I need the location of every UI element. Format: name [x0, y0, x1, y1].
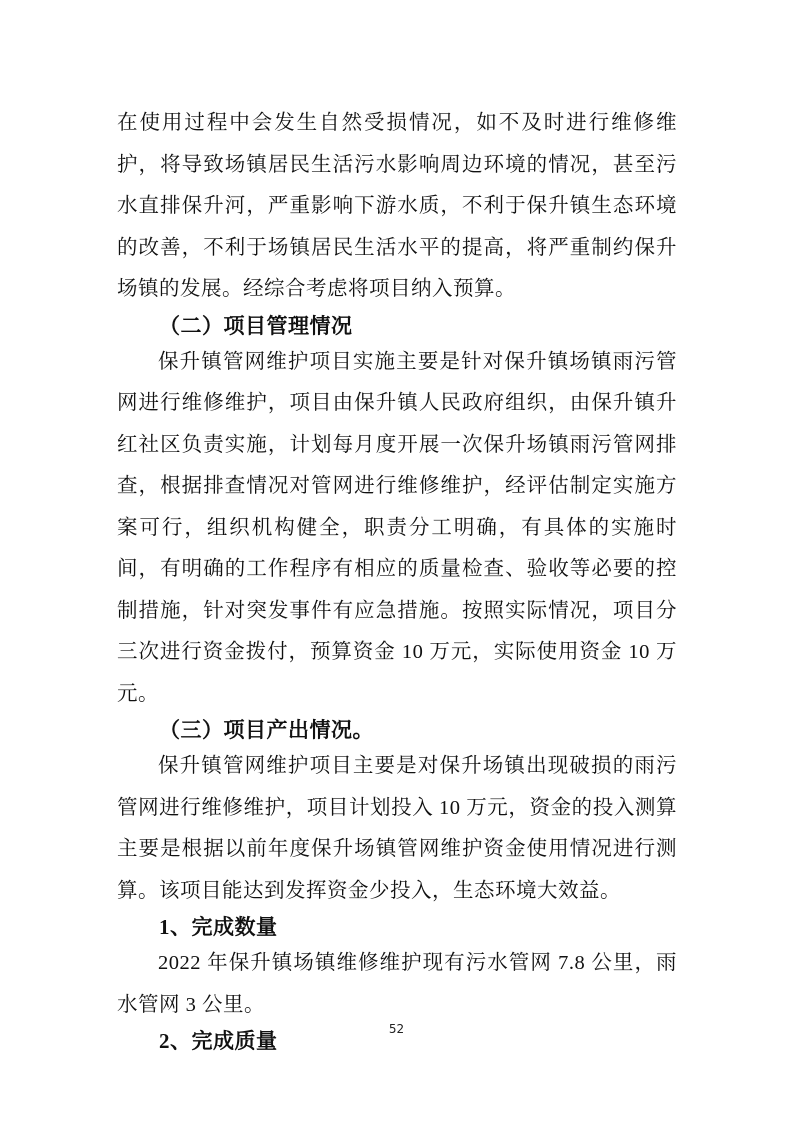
paragraph-completed-quantity: 2022 年保升镇场镇维修维护现有污水管网 7.8 公里，雨水管网 3 公里。 — [117, 952, 677, 1016]
page-number: 52 — [388, 1022, 405, 1036]
heading-project-management: （二）项目管理情况 — [159, 313, 353, 338]
document-body — [117, 103, 677, 1057]
paragraph-project-necessity: 在使用过程中会发生自然受损情况，如不及时进行维修维护，将导致场镇居民生活污水影响周边环境的情况，甚至污水直排保升河，严重影响下游水质，不利于保升镇生态环境的改善，不利于场镇居民生活水平的提高，将严重制约保升场镇的发展。经综合考虑将项目纳入预算。 — [117, 112, 677, 300]
heading-completed-quantity: 1、完成数量 — [159, 915, 278, 939]
heading-completed-quality: 2、完成质量 — [159, 1029, 278, 1053]
heading-project-output: （三）项目产出情况。 — [159, 718, 374, 742]
paragraph-project-output: 保升镇管网维护项目主要是对保升场镇出现破损的雨污管网进行维修维护，项目计划投入 10 万元，资金的投入测算主要是根据以前年度保升场镇管网维护资金使用情况进行测算。该项目能达到发挥资金少投入，生态环境大效益。 — [117, 755, 677, 902]
paragraph-project-management: 保升镇管网维护项目实施主要是针对保升镇场镇雨污管网进行维修维护，项目由保升镇人民政府组织，由保升镇升红社区负责实施，计划每月度开展一次保升场镇雨污管网排查，根据排查情况对管网进行维修维护，经评估制定实施方案可行，组织机构健全，职责分工明确，有具体的实施时间，有明确的工作程序有相应的质量检查、验收等必要的控制措施，针对突发事件有应急措施。按照实际情况，项目分三次进行资金拨付，预算资金 10 万元，实际使用资金 10 万元。 — [117, 350, 677, 705]
